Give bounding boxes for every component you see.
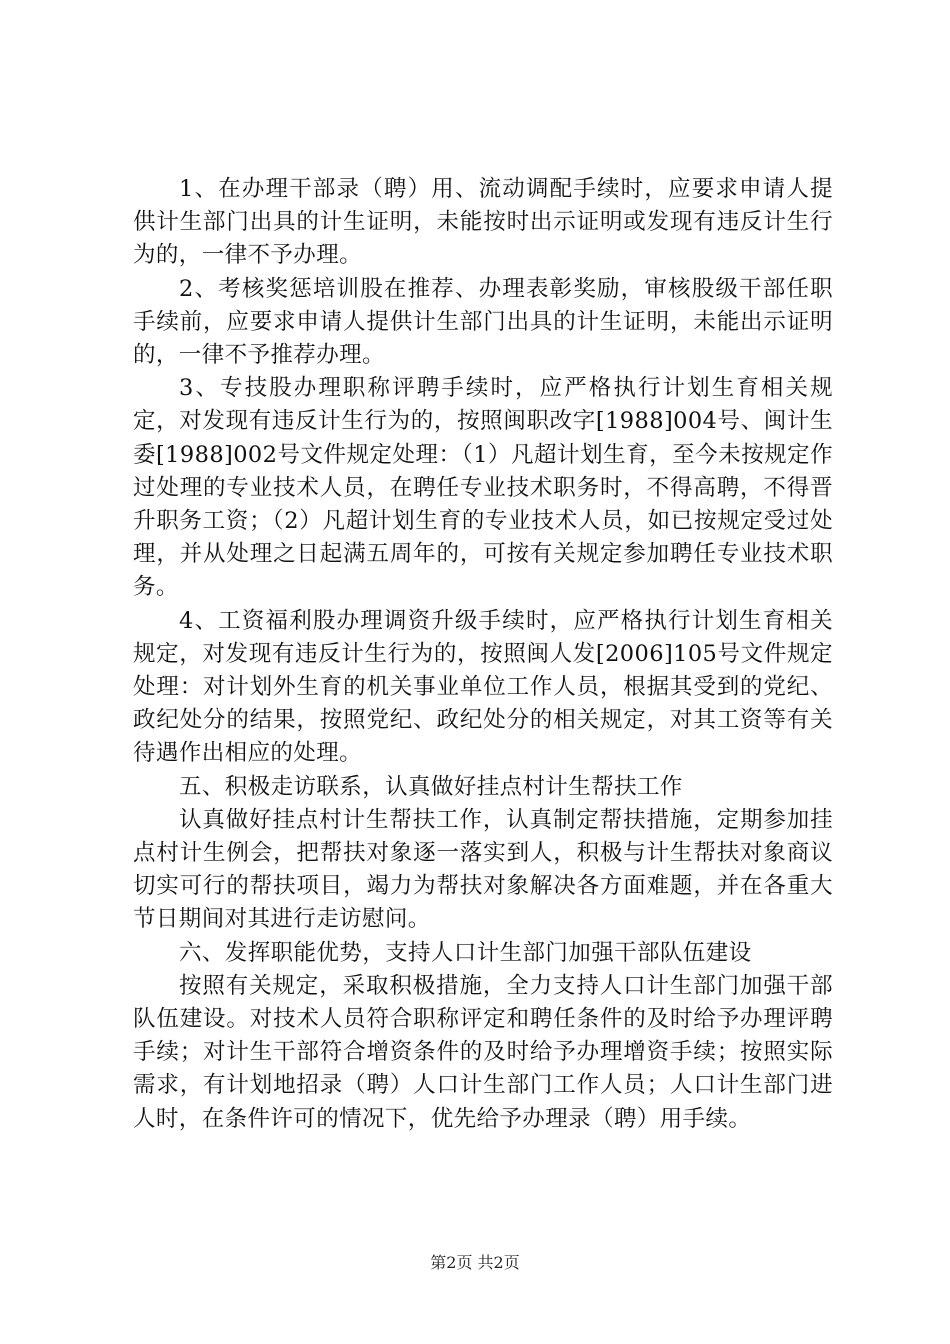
- paragraph-item-4: 4、工资福利股办理调资升级手续时，应严格执行计划生育相关规定，对发现有违反计生行为的，按照闽人发[2006]105号文件规定处理：对计划外生育的机关事业单位工作人员，根据其受到的党纪、政纪处分的结果，按照党纪、政纪处分的相关规定，对其工资等有关待遇作出相应的处理。: [133, 607, 833, 767]
- section-body-5: 认真做好挂点村计生帮扶工作，认真制定帮扶措施，定期参加挂点村计生例会，把帮扶对象逐一落实到人，积极与计生帮扶对象商议切实可行的帮扶项目，竭力为帮扶对象解决各方面难题，并在各重大节日期间对其进行走访慰问。: [133, 806, 833, 933]
- section-heading-6: 六、发挥职能优势，支持人口计生部门加强干部队伍建设: [179, 939, 752, 966]
- page-footer: [0, 1250, 950, 1273]
- paragraph-item-3: 3、专技股办理职称评聘手续时，应严格执行计划生育相关规定，对发现有违反计生行为的，按照闽职改字[1988]004号、闽计生委[1988]002号文件规定处理：（1）凡超计划生育，至今未按规定作过处理的专业技术人员，在聘任专业技术职务时，不得高聘，不得晋升职务工资；（2）凡超计划生育的专业技术人员，如已按规定受过处理，并从处理之日起满五周年的，可按有关规定参加聘任专业技术职务。: [133, 375, 833, 601]
- paragraph-item-1: 1、在办理干部录（聘）用、流动调配手续时，应要求申请人提供计生部门出具的计生证明，未能按时出示证明或发现有违反计生行为的，一律不予办理。: [133, 176, 833, 269]
- section-body-6: 按照有关规定，采取积极措施，全力支持人口计生部门加强干部队伍建设。对技术人员符合职称评定和聘任条件的及时给予办理评聘手续；对计生干部符合增资条件的及时给予办理增资手续；按照实际需求，有计划地招录（聘）人口计生部门工作人员；人口计生部门进人时，在条件许可的情况下，优先给予办理录（聘）用手续。: [133, 972, 833, 1132]
- page-number-label: 第2页 共2页: [430, 1253, 520, 1272]
- paragraph-item-2: 2、考核奖惩培训股在推荐、办理表彰奖励，审核股级干部任职手续前，应要求申请人提供计生部门出具的计生证明，未能出示证明的，一律不予推荐办理。: [133, 275, 833, 369]
- section-heading-5: 五、积极走访联系，认真做好挂点村计生帮扶工作: [179, 773, 683, 800]
- document-body: [133, 173, 833, 1136]
